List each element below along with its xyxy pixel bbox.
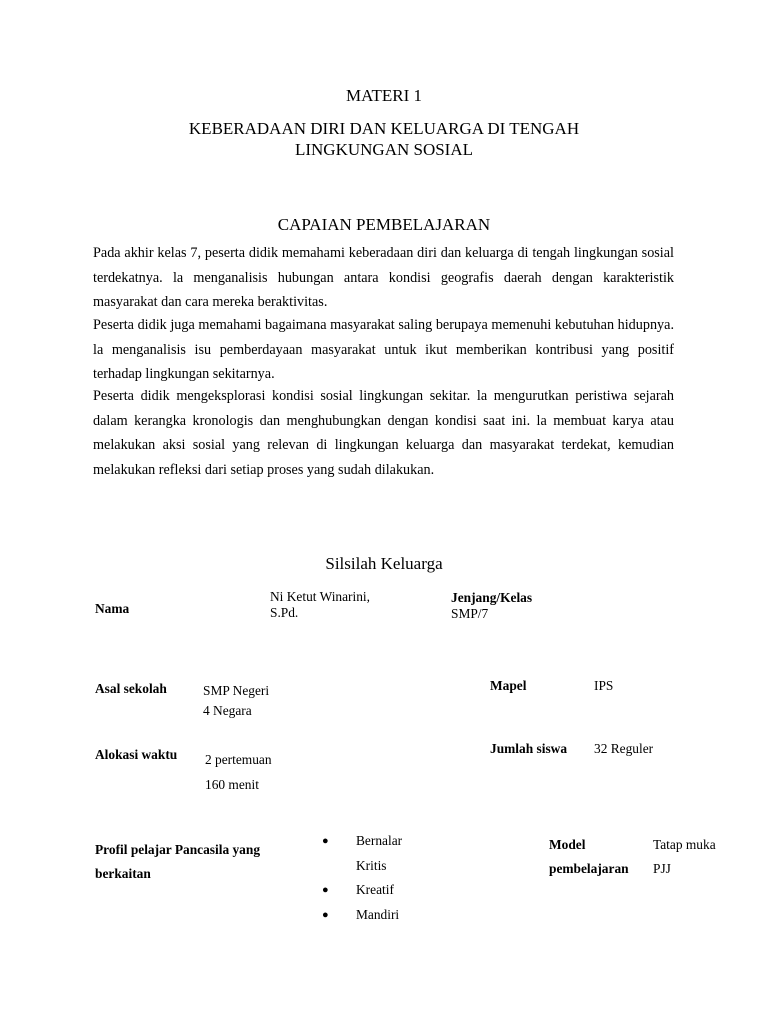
asal-sekolah-label: Asal sekolah [95, 681, 167, 696]
jenjang-label: Jenjang/Kelas [451, 590, 533, 605]
profil-pelajar-list [322, 829, 426, 927]
alokasi-waktu-line2: 160 menit [205, 777, 259, 792]
topic-title-line2: LINGKUNGAN SOSIAL [294, 140, 474, 159]
topic-title [0, 118, 768, 160]
profil-item-text: Bernalar Kritis [356, 833, 403, 873]
model-pembelajaran-value [653, 833, 716, 881]
asal-sekolah-value [203, 681, 269, 721]
list-item [322, 903, 426, 928]
paragraph-3: Peserta didik mengeksplorasi kondisi sosial lingkungan sekitar. la mengurutkan peristiwa sejarah dalam kerangka kronologis dan menghubungkan dengan kondisi saat ini. la membuat karya atau melakukan aksi sosial yang relevan di lingkungan keluarga dan masyarakat terdekat, kemudian melakukan refleksi dari setiap proses yang sudah dilakukan. [93, 388, 674, 478]
model-value-line1: Tatap muka [653, 837, 716, 852]
profil-pelajar-line1: Profil pelajar Pancasila yang [95, 842, 261, 857]
nama-value-line2: S.Pd. [270, 605, 299, 620]
paragraph-2: Peserta didik juga memahami bagaimana masyarakat saling berupaya memenuhi kebutuhan hidupnya. la menganalisis isu pemberdayaan masyarakat untuk ikut memberikan kontribusi yang positif terhadap lingkungan sekitarnya. [93, 317, 674, 382]
profil-item-text: Kreatif [356, 882, 394, 897]
section-title: CAPAIAN PEMBELAJARAN [277, 215, 491, 234]
bullet-icon: ● [322, 835, 329, 847]
jumlah-siswa-value: 32 Reguler [594, 741, 654, 756]
nama-value-line1: Ni Ketut Winarini, [270, 589, 370, 604]
model-pembelajaran-label [549, 833, 629, 881]
bullet-icon: ● [322, 908, 329, 921]
bullet-icon: ● [322, 884, 329, 896]
alokasi-waktu-label: Alokasi waktu [95, 747, 178, 762]
topic-title-line1: KEBERADAAN DIRI DAN KELUARGA DI TENGAH [188, 119, 580, 138]
nama-label: Nama [95, 601, 130, 616]
profil-pelajar-line2: berkaitan [95, 866, 151, 881]
model-label-line2: pembelajaran [549, 861, 629, 876]
model-value-line2: PJJ [653, 861, 671, 876]
mapel-value: IPS [594, 678, 614, 693]
materi-heading: MATERI 1 [345, 86, 423, 105]
profil-item-text: Mandiri [356, 906, 400, 922]
asal-sekolah-line1: SMP Negeri [203, 683, 270, 698]
list-item [322, 878, 426, 903]
nama-value [270, 589, 370, 621]
jumlah-siswa-label: Jumlah siswa [490, 741, 568, 756]
alokasi-waktu-line1: 2 pertemuan [205, 752, 272, 767]
alokasi-waktu-value [205, 747, 272, 797]
jenjang-value: SMP/7 [451, 606, 489, 621]
profil-pelajar-label [95, 838, 260, 886]
model-label-line1: Model [549, 837, 586, 852]
mapel-label: Mapel [490, 678, 527, 693]
asal-sekolah-line2: 4 Negara [203, 703, 252, 718]
paragraph-1: Pada akhir kelas 7, peserta didik memahami keberadaan diri dan keluarga di tengah lingkungan sosial terdekatnya. la menganalisis hubungan antara kondisi geografis daerah dengan karakteristik masyarakat dan cara mereka beraktivitas. [93, 245, 674, 310]
list-item [322, 829, 426, 878]
info-title: Silsilah Keluarga [325, 554, 443, 573]
